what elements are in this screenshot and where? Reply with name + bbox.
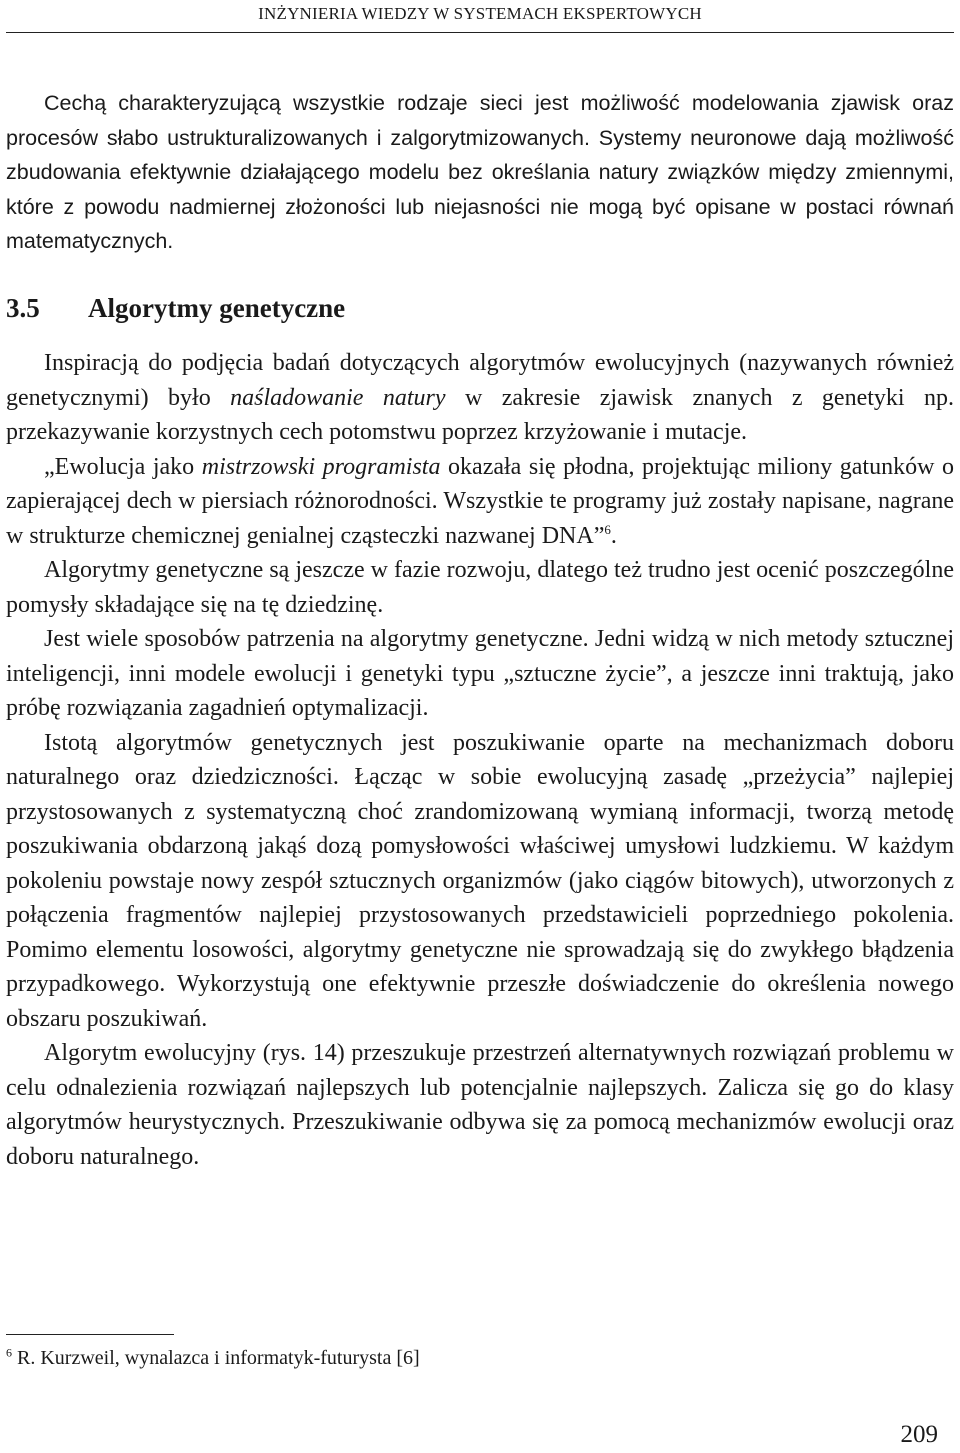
paragraph-6: Algorytm ewolucyjny (rys. 14) przeszukuje przestrzeń alternatywnych rozwiązań problemu w celu odnalezienia rozwiązań najlepszych lub potencjalnie najlepszych. Zalicza się go do klasy algorytmów heurystycznych. Przeszukiwanie odbywa się za pomocą mechanizmów ewolucji oraz doboru naturalnego. [6,1040,954,1170]
footnote-number: 6 [6,1345,12,1360]
section-number: 3.5 [6,293,40,323]
paragraph-4: Jest wiele sposobów patrzenia na algorytmy genetyczne. Jedni widzą w nich metody sztucznej inteligencji, inni modele ewolucji i genetyki typu „sztuczne życie”, a jeszcze inni traktują, jako próbę rozwiązania zagadnień optymalizacji. [6,626,954,721]
paragraph-3: Algorytmy genetyczne są jeszcze w fazie rozwoju, dlatego też trudno jest ocenić poszczególne pomysły składające się na tę dziedzinę. [6,557,954,618]
paragraph-1-italic: naśladowanie natury [230,384,446,411]
footnote-divider [6,1334,174,1335]
footnote-text: R. Kurzweil, wynalazca i informatyk-futurysta [6] [12,1347,420,1369]
paragraph-2-text-b: okazała się płodna, projektując miliony gatunków o zapierającej dech w piersiach różnorodności. Wszystkie te programy już zostały napisane, nagrane w strukturze chemicznej genialnej cząsteczki nazwanej DNA” [6,453,955,549]
paragraph-2-text-a: „Ewolucja jako [44,453,202,480]
footnote-reference: 6 [604,521,611,537]
paragraph-2-italic: mistrzowski programista [201,453,441,480]
footnote [6,1344,946,1372]
section-body [6,346,954,1174]
paragraph-2-quote [6,450,954,554]
paragraph-5: Istotą algorytmów genetycznych jest poszukiwanie oparte na mechanizmach doboru naturalnego oraz dziedziczności. Łącząc w sobie ewolucyjną zasadę „przeżycia” najlepiej przystosowanych z systematyczną choć zrandomizowaną wymianą informacji, tworzą metodę poszukiwania obdarzoną jakąś dozą pomysłowości właściwej umysłowi ludzkiemu. W każdym pokoleniu powstaje nowy zespół sztucznych organizmów (jako ciągów bitowych), utworzonych z połączenia fragmentów najlepiej przystosowanych przedstawicieli poprzedniego pokolenia. Pomimo elementu losowości, algorytmy genetyczne nie sprowadzają się do zwykłego błądzenia przypadkowego. Wykorzystują one efektywnie przeszłe doświadczenie do określenia nowego obszaru poszukiwań. [6,729,954,1032]
section-heading [6,288,954,328]
paragraph-1-text-a: Inspiracją do podjęcia badań dotyczących algorytmów ewolucyjnych (nazywanych również genetycznymi) było [6,350,954,411]
running-header: INŻYNIERIA WIEDZY W SYSTEMACH EKSPERTOWYCH [258,4,702,23]
header-divider [6,32,954,33]
intro-paragraph: Cechą charakteryzującą wszystkie rodzaje sieci jest możliwość modelowania zjawisk oraz procesów słabo ustrukturalizowanych i zalgorytmizowanych. Systemy neuronowe dają możliwość zbudowania efektywnie działającego modelu bez określania natury związków między zmiennymi, które z powodu nadmiernej złożoności lub niejasności nie mogą być opisane w postaci równań matematycznych. [6,91,954,253]
paragraph-1 [6,346,954,450]
paragraph-2-end: . [610,522,617,549]
section-title: Algorytmy genetyczne [88,293,346,323]
intro-block [6,86,954,259]
paragraph-1-text-b: w zakresie zjawisk znanych z genetyki np. przekazywanie korzystnych cech potomstwu poprzez krzyżowanie i mutacje. [6,384,954,445]
page-number: 209 [900,1421,938,1448]
